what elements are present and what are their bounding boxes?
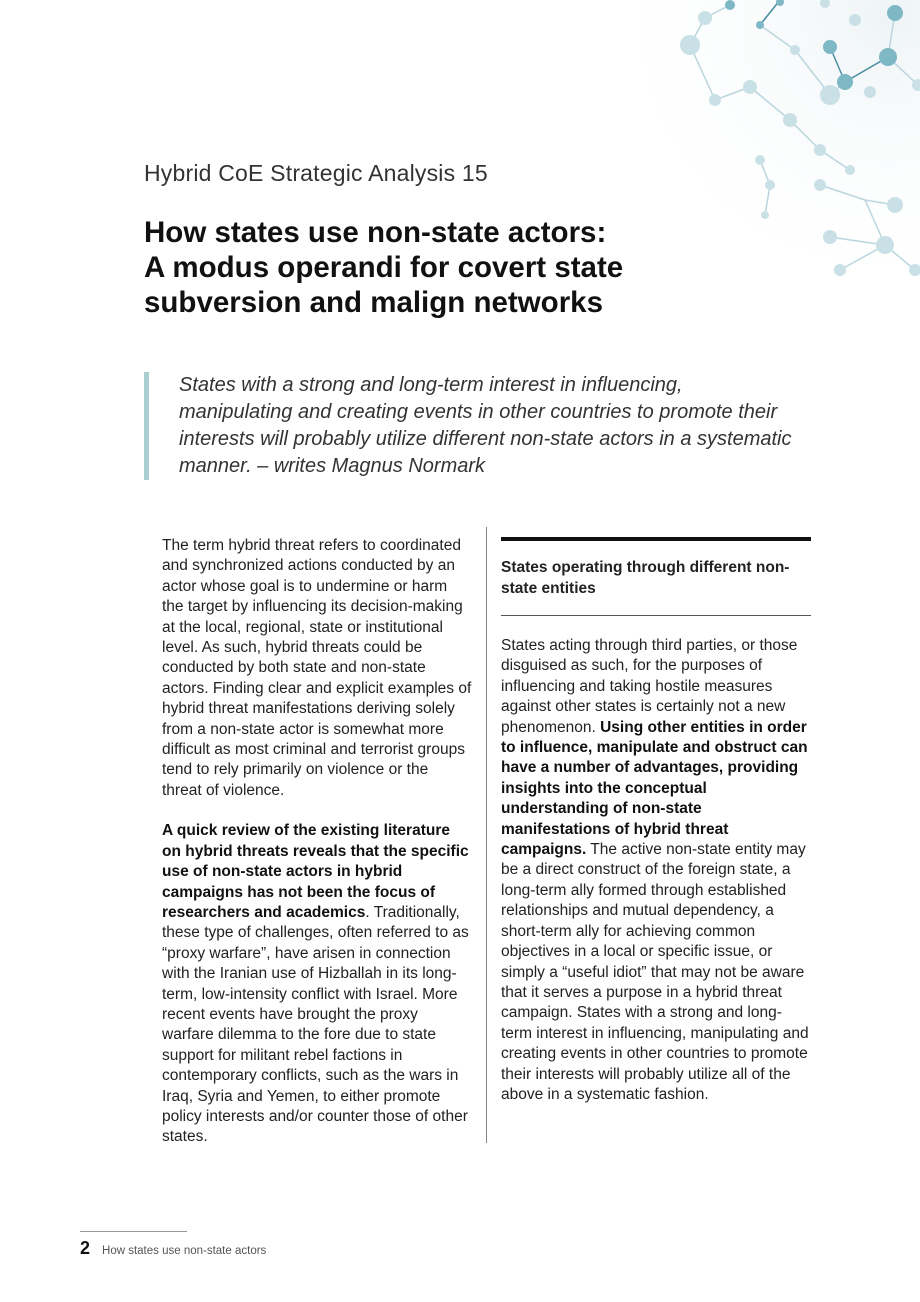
quote-line: manipulating and creating events in other countries to promote their [179, 401, 778, 423]
section-top-rule [501, 537, 811, 541]
quote-line: States with a strong and long-term interest in influencing, [179, 374, 683, 396]
column-divider [486, 527, 487, 1143]
literature-paragraph [162, 821, 472, 1148]
title-line-2: A modus operandi for covert state [144, 251, 624, 284]
section-paragraph [501, 636, 811, 1105]
footer [80, 1238, 266, 1259]
title-line-3: subversion and malign networks [144, 286, 603, 319]
left-column [162, 536, 472, 1168]
title-line-1: How states use non-state actors: [144, 216, 607, 249]
page-number: 2 [80, 1238, 91, 1258]
section-heading: States operating through different non-state entities [501, 559, 790, 597]
intro-paragraph: The term hybrid threat refers to coordinated and synchronized actions conducted by an actor whose goal is to undermine or harm the target by influencing its decision-making at the local, regional, state or institutional level. As such, hybrid threats could be conducted by both state and non-state actors. Finding clear and explicit examples of hybrid threat manifestations deriving solely from a non-state actor is somewhat more difficult as most criminal and terrorist groups tend to rely primarily on violence or the threat of violence. [162, 537, 472, 799]
section-text-rest: The active non-state entity may be a direct construct of the foreign state, a long-term ally formed through established relationships and mutual dependency, a short-term ally for achieving common objectives in a local or specific issue, or simply a “useful idiot” that may not be aware that it serves a purpose in a hybrid threat campaign. States with a strong and long-term interest in influencing, manipulating and creating events in other countries to promote their interests will probably utilize all of the above in a systematic fashion. [501, 841, 809, 1103]
literature-emphasis: A quick review of the existing literature on hybrid threats reveals that the specific use of non-state actors in hybrid campaigns has not been the focus of researchers and academics [162, 822, 469, 921]
section-emphasis: Using other entities in order to influence, manipulate and obstruct can have a number of advantages, providing insights into the conceptual understanding of non-state manifestations of hybrid threat campaigns. [501, 718, 808, 859]
pull-quote [144, 372, 849, 480]
footer-rule [80, 1231, 187, 1232]
right-column [501, 537, 811, 1105]
literature-text: . Traditionally, these type of challenges, often referred to as “proxy warfare”, have arisen in connection with the Iranian use of Hizballah in its long-term, low-intensity conflict with Israel. More recent events have brought the proxy warfare dilemma to the fore due to state support for militant rebel factions in contemporary conflicts, such as the wars in Iraq, Syria and Yemen, to either promote policy interests and/or counter those of other states. [162, 903, 469, 1146]
running-title: How states use non-state actors [102, 1245, 267, 1257]
quote-line: interests will probably utilize different non-state actors in a systematic [179, 428, 792, 450]
section-text-start: States acting through third parties, or those disguised as such, for the purposes of influencing and taking hostile measures against other states is certainly not a new phenomenon. [501, 637, 798, 736]
series-label: Hybrid CoE Strategic Analysis 15 [144, 160, 488, 186]
quote-line: manner. – writes Magnus Normark [179, 455, 486, 477]
page-title [144, 215, 764, 320]
section-bottom-rule [501, 615, 811, 616]
